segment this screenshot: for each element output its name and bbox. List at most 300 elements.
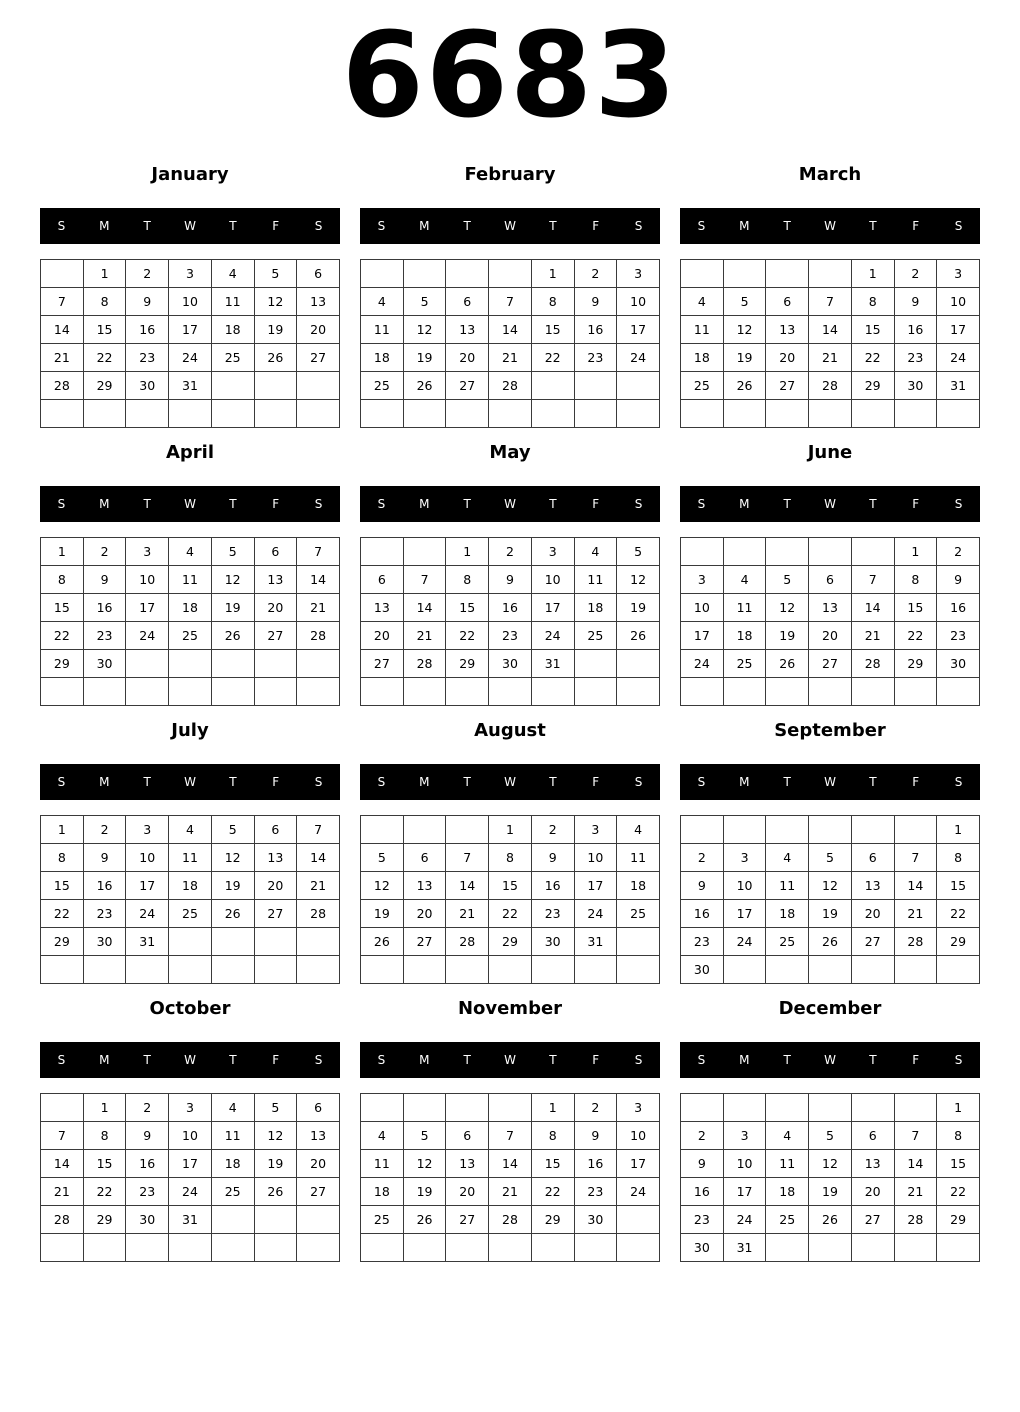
week-row (41, 844, 340, 872)
day-cell: 4 (169, 538, 212, 566)
weekday-header (360, 764, 660, 800)
day-cell (489, 260, 532, 288)
day-cell: 26 (361, 928, 404, 956)
weekday-label: T (783, 497, 791, 511)
day-cell: 24 (617, 344, 660, 372)
day-cell (254, 956, 297, 984)
day-cell (617, 372, 660, 400)
day-cell (403, 1094, 446, 1122)
week-row (361, 622, 660, 650)
day-cell: 2 (531, 816, 574, 844)
weekday-label: M (99, 219, 110, 233)
day-cell: 27 (297, 344, 340, 372)
week-row (361, 316, 660, 344)
day-cell: 9 (894, 288, 937, 316)
weekday-header (40, 1042, 340, 1078)
day-cell (211, 372, 254, 400)
day-cell: 21 (446, 900, 489, 928)
day-cell: 17 (681, 622, 724, 650)
weekday-label: W (184, 497, 196, 511)
weekday-label: T (549, 775, 557, 789)
day-cell: 7 (489, 1122, 532, 1150)
day-cell (723, 400, 766, 428)
day-cell (169, 956, 212, 984)
day-cell: 31 (574, 928, 617, 956)
day-cell: 27 (403, 928, 446, 956)
day-cell: 21 (809, 344, 852, 372)
day-cell: 10 (617, 1122, 660, 1150)
day-cell: 24 (723, 928, 766, 956)
day-cell: 7 (41, 288, 84, 316)
week-row (681, 1234, 980, 1262)
month-name: October (149, 998, 231, 1019)
weekday-label: S (377, 1053, 386, 1067)
month-october (40, 994, 340, 1266)
day-cell: 2 (126, 260, 169, 288)
week-row (41, 900, 340, 928)
day-cell: 5 (211, 538, 254, 566)
month-july (40, 716, 340, 988)
day-cell (723, 538, 766, 566)
day-cell (766, 1234, 809, 1262)
day-cell (403, 538, 446, 566)
day-cell: 14 (489, 316, 532, 344)
day-cell (169, 1234, 212, 1262)
week-row (41, 260, 340, 288)
weekday-label: T (783, 219, 791, 233)
day-cell: 26 (211, 622, 254, 650)
day-cell: 31 (937, 372, 980, 400)
day-cell: 17 (531, 594, 574, 622)
day-cell: 15 (446, 594, 489, 622)
day-cell: 30 (126, 372, 169, 400)
day-cell: 25 (766, 1206, 809, 1234)
day-cell: 16 (681, 1178, 724, 1206)
day-cell: 28 (41, 1206, 84, 1234)
day-cell: 11 (211, 1122, 254, 1150)
day-cell: 9 (574, 288, 617, 316)
weekday-label: F (272, 1053, 280, 1067)
day-grid (360, 259, 660, 428)
day-cell (617, 400, 660, 428)
day-cell: 19 (723, 344, 766, 372)
day-cell: 29 (41, 650, 84, 678)
day-cell (254, 928, 297, 956)
day-cell: 29 (937, 1206, 980, 1234)
week-row (681, 1094, 980, 1122)
day-cell (41, 1094, 84, 1122)
day-cell: 26 (723, 372, 766, 400)
day-cell: 6 (446, 1122, 489, 1150)
day-cell: 11 (617, 844, 660, 872)
weekday-label: S (634, 219, 643, 233)
week-row (681, 872, 980, 900)
day-cell: 6 (361, 566, 404, 594)
day-cell: 22 (446, 622, 489, 650)
day-cell: 1 (894, 538, 937, 566)
day-cell: 10 (574, 844, 617, 872)
day-cell: 8 (83, 1122, 126, 1150)
week-row (41, 956, 340, 984)
day-cell: 23 (894, 344, 937, 372)
month-name: August (474, 720, 546, 741)
weekday-label: F (592, 219, 600, 233)
week-row (41, 650, 340, 678)
day-cell: 11 (766, 1150, 809, 1178)
day-cell: 20 (403, 900, 446, 928)
day-cell: 18 (574, 594, 617, 622)
week-row (41, 1094, 340, 1122)
day-cell: 15 (83, 316, 126, 344)
month-name: September (774, 720, 886, 741)
weekday-label: M (419, 775, 430, 789)
day-cell (41, 1234, 84, 1262)
day-cell: 4 (361, 1122, 404, 1150)
weekday-label: S (57, 219, 66, 233)
month-march (680, 160, 980, 432)
day-cell: 17 (723, 1178, 766, 1206)
day-cell: 6 (851, 844, 894, 872)
day-cell (894, 1234, 937, 1262)
day-cell: 30 (681, 1234, 724, 1262)
weekday-label: S (634, 497, 643, 511)
day-cell (723, 678, 766, 706)
day-cell: 12 (254, 288, 297, 316)
day-cell (894, 1094, 937, 1122)
day-cell (894, 816, 937, 844)
day-cell: 15 (531, 1150, 574, 1178)
day-cell: 15 (937, 1150, 980, 1178)
weekday-label: T (229, 775, 237, 789)
day-cell: 8 (894, 566, 937, 594)
day-cell (254, 678, 297, 706)
day-cell: 1 (851, 260, 894, 288)
day-cell: 11 (361, 316, 404, 344)
day-cell: 11 (169, 566, 212, 594)
day-cell: 1 (531, 1094, 574, 1122)
day-cell (169, 678, 212, 706)
weekday-label: T (549, 497, 557, 511)
day-cell: 12 (617, 566, 660, 594)
day-cell: 11 (169, 844, 212, 872)
day-cell: 3 (617, 1094, 660, 1122)
day-cell: 26 (254, 344, 297, 372)
day-cell (681, 538, 724, 566)
day-cell (489, 956, 532, 984)
day-cell: 20 (254, 872, 297, 900)
day-cell: 18 (169, 594, 212, 622)
weekday-label: S (57, 775, 66, 789)
day-cell: 25 (169, 622, 212, 650)
day-cell: 15 (41, 594, 84, 622)
day-cell: 15 (41, 872, 84, 900)
day-cell (766, 678, 809, 706)
day-cell: 10 (617, 288, 660, 316)
day-cell: 17 (937, 316, 980, 344)
day-cell: 14 (851, 594, 894, 622)
day-cell: 31 (126, 928, 169, 956)
weekday-label: S (314, 219, 323, 233)
weekday-label: T (463, 775, 471, 789)
day-cell: 14 (41, 316, 84, 344)
day-cell (809, 400, 852, 428)
day-cell: 24 (681, 650, 724, 678)
day-cell (126, 956, 169, 984)
day-cell (211, 400, 254, 428)
day-cell: 13 (254, 566, 297, 594)
day-cell: 3 (169, 260, 212, 288)
week-row (361, 1150, 660, 1178)
day-cell (574, 956, 617, 984)
day-cell: 8 (41, 844, 84, 872)
week-row (41, 872, 340, 900)
day-cell: 6 (809, 566, 852, 594)
day-cell: 21 (894, 1178, 937, 1206)
weekday-label: W (504, 497, 516, 511)
day-cell: 21 (41, 344, 84, 372)
day-cell: 25 (574, 622, 617, 650)
weekday-label: T (143, 775, 151, 789)
day-cell: 11 (574, 566, 617, 594)
month-may (360, 438, 660, 710)
day-cell (681, 260, 724, 288)
day-cell: 1 (489, 816, 532, 844)
weekday-label: F (912, 219, 920, 233)
day-cell: 4 (361, 288, 404, 316)
day-cell: 29 (446, 650, 489, 678)
weekday-header (360, 1042, 660, 1078)
day-cell: 12 (809, 1150, 852, 1178)
day-cell: 2 (574, 260, 617, 288)
day-cell (723, 1094, 766, 1122)
week-row (361, 872, 660, 900)
week-row (41, 928, 340, 956)
day-cell: 6 (403, 844, 446, 872)
weekday-label: F (272, 775, 280, 789)
day-cell: 25 (617, 900, 660, 928)
week-row (361, 1094, 660, 1122)
day-cell: 15 (489, 872, 532, 900)
week-row (41, 1150, 340, 1178)
day-cell: 23 (937, 622, 980, 650)
day-cell: 5 (211, 816, 254, 844)
week-row (681, 678, 980, 706)
day-cell: 18 (211, 316, 254, 344)
day-cell (681, 816, 724, 844)
day-cell: 9 (574, 1122, 617, 1150)
day-cell (851, 538, 894, 566)
day-cell (126, 650, 169, 678)
weekday-label: T (143, 1053, 151, 1067)
day-cell (723, 956, 766, 984)
weekday-label: S (697, 775, 706, 789)
year-title: 6683 (341, 6, 679, 144)
weekday-label: S (314, 497, 323, 511)
day-cell: 8 (851, 288, 894, 316)
day-cell (211, 678, 254, 706)
day-cell: 2 (574, 1094, 617, 1122)
day-cell (766, 400, 809, 428)
weekday-label: T (463, 1053, 471, 1067)
day-cell: 22 (937, 1178, 980, 1206)
day-cell: 17 (169, 1150, 212, 1178)
weekday-label: M (739, 219, 750, 233)
day-cell: 24 (169, 1178, 212, 1206)
weekday-label: T (143, 497, 151, 511)
day-cell (894, 678, 937, 706)
weekday-label: M (99, 1053, 110, 1067)
day-cell: 17 (617, 316, 660, 344)
day-cell: 7 (851, 566, 894, 594)
day-cell (766, 260, 809, 288)
week-row (681, 816, 980, 844)
day-cell (254, 400, 297, 428)
day-cell (126, 678, 169, 706)
day-cell: 15 (937, 872, 980, 900)
day-cell: 16 (126, 1150, 169, 1178)
week-row (361, 1234, 660, 1262)
day-cell (83, 678, 126, 706)
week-row (361, 288, 660, 316)
day-cell: 9 (83, 844, 126, 872)
day-cell (681, 678, 724, 706)
day-cell: 27 (361, 650, 404, 678)
weekday-header (680, 486, 980, 522)
day-cell: 3 (126, 816, 169, 844)
day-cell (937, 400, 980, 428)
month-december (680, 994, 980, 1266)
day-cell: 8 (446, 566, 489, 594)
day-cell: 13 (297, 288, 340, 316)
day-cell: 28 (41, 372, 84, 400)
day-cell (851, 678, 894, 706)
day-cell (254, 1206, 297, 1234)
week-row (681, 1178, 980, 1206)
day-cell: 1 (41, 538, 84, 566)
weekday-label: S (954, 497, 963, 511)
week-row (41, 1178, 340, 1206)
day-cell (617, 678, 660, 706)
day-cell: 10 (531, 566, 574, 594)
day-cell (446, 678, 489, 706)
day-cell (41, 678, 84, 706)
day-cell: 18 (211, 1150, 254, 1178)
weekday-label: W (504, 219, 516, 233)
day-grid (360, 815, 660, 984)
weekday-label: W (184, 219, 196, 233)
day-cell: 10 (169, 1122, 212, 1150)
day-cell: 30 (574, 1206, 617, 1234)
month-august (360, 716, 660, 988)
day-cell: 14 (894, 1150, 937, 1178)
day-cell: 27 (851, 1206, 894, 1234)
day-cell: 9 (531, 844, 574, 872)
day-cell (851, 400, 894, 428)
day-cell: 28 (403, 650, 446, 678)
month-january (40, 160, 340, 432)
day-cell (937, 678, 980, 706)
day-cell: 21 (894, 900, 937, 928)
week-row (681, 928, 980, 956)
day-cell (446, 1234, 489, 1262)
weekday-label: T (869, 219, 877, 233)
day-cell (574, 678, 617, 706)
day-cell: 7 (403, 566, 446, 594)
day-cell (361, 260, 404, 288)
day-cell: 18 (169, 872, 212, 900)
day-cell (809, 260, 852, 288)
day-cell: 4 (617, 816, 660, 844)
day-cell (83, 400, 126, 428)
day-cell: 4 (169, 816, 212, 844)
day-cell: 8 (41, 566, 84, 594)
day-cell: 29 (894, 650, 937, 678)
day-cell (531, 1234, 574, 1262)
day-cell (574, 372, 617, 400)
weekday-label: S (377, 219, 386, 233)
day-cell: 16 (894, 316, 937, 344)
day-cell: 9 (681, 872, 724, 900)
weekday-label: M (739, 497, 750, 511)
week-row (41, 622, 340, 650)
weekday-label: T (783, 775, 791, 789)
day-cell: 22 (83, 1178, 126, 1206)
weekday-label: F (912, 1053, 920, 1067)
day-cell: 12 (403, 1150, 446, 1178)
day-cell: 13 (851, 872, 894, 900)
day-cell: 10 (937, 288, 980, 316)
day-cell (809, 956, 852, 984)
day-cell (297, 956, 340, 984)
day-cell: 14 (809, 316, 852, 344)
week-row (681, 650, 980, 678)
day-cell: 30 (681, 956, 724, 984)
day-cell: 14 (297, 566, 340, 594)
day-cell: 3 (937, 260, 980, 288)
day-cell (851, 956, 894, 984)
day-cell: 10 (723, 1150, 766, 1178)
day-cell: 23 (83, 900, 126, 928)
day-cell: 24 (617, 1178, 660, 1206)
day-cell (766, 1094, 809, 1122)
day-cell: 13 (446, 316, 489, 344)
day-cell (403, 816, 446, 844)
week-row (681, 344, 980, 372)
week-row (41, 316, 340, 344)
day-cell: 3 (681, 566, 724, 594)
day-cell: 19 (254, 316, 297, 344)
day-cell: 21 (489, 1178, 532, 1206)
day-grid (680, 815, 980, 984)
day-cell: 21 (403, 622, 446, 650)
day-cell: 22 (41, 900, 84, 928)
day-cell: 1 (446, 538, 489, 566)
day-cell (766, 956, 809, 984)
weekday-label: S (377, 775, 386, 789)
month-june (680, 438, 980, 710)
day-cell: 2 (681, 1122, 724, 1150)
day-cell (809, 1094, 852, 1122)
day-cell: 19 (809, 1178, 852, 1206)
day-cell: 27 (446, 372, 489, 400)
day-cell: 25 (211, 1178, 254, 1206)
day-grid (360, 537, 660, 706)
day-cell (446, 816, 489, 844)
day-cell: 7 (894, 844, 937, 872)
day-cell (361, 678, 404, 706)
day-grid (40, 1093, 340, 1262)
day-cell: 20 (851, 900, 894, 928)
